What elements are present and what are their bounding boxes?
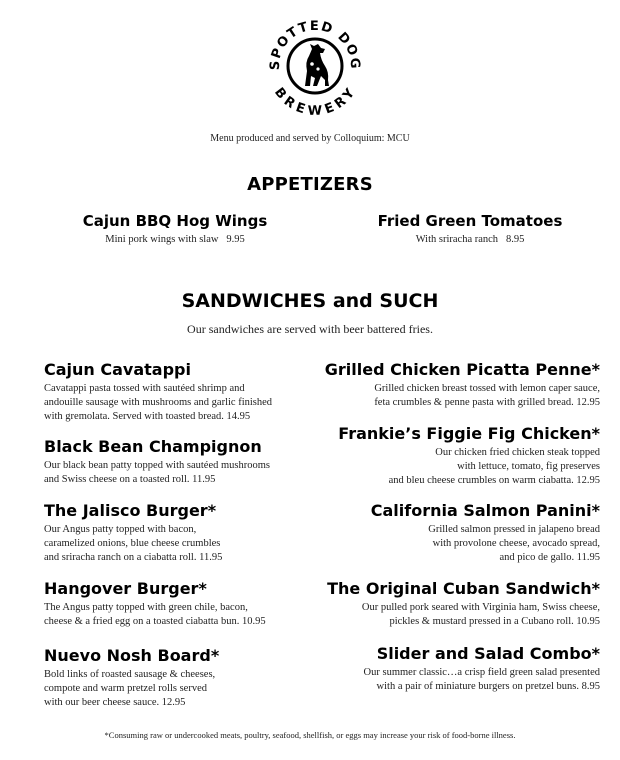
appetizer-price: 8.95 [505, 234, 525, 245]
sandwiches-intro: Our sandwiches are served with beer battered fries. [187, 322, 433, 336]
menu-item-right [371, 501, 600, 565]
desc-line: Our Angus patty topped with bacon, [44, 524, 197, 535]
menu-item-left [44, 579, 266, 629]
desc-line: and bleu cheese crumbles on warm ciabatta. 12.95 [388, 475, 600, 486]
menu-item-desc [44, 601, 266, 629]
appetizer-name: Fried Green Tomatoes [377, 212, 563, 230]
appetizer-price: 9.95 [226, 234, 245, 245]
menu-item-desc [44, 382, 272, 424]
desc-line: Grilled salmon pressed in jalapeno bread [428, 524, 600, 535]
desc-line: with gremolata. Served with toasted bread. 14.95 [44, 411, 251, 422]
appetizer-desc-text: Mini pork wings with slaw [105, 234, 219, 245]
menu-item-desc [44, 523, 222, 565]
desc-line: pickles & mustard pressed in a Cubano roll. 10.95 [389, 616, 600, 627]
menu-item-name: California Salmon Panini* [370, 501, 600, 520]
menu-item-name: The Original Cuban Sandwich* [327, 579, 600, 598]
appetizer-desc-text: With sriracha ranch [415, 234, 499, 245]
desc-line: Our chicken fried chicken steak topped [435, 447, 600, 458]
desc-line: The Angus patty topped with green chile, bacon, [44, 602, 248, 613]
menu-item-name: Slider and Salad Combo* [376, 644, 600, 663]
appetizer-item [345, 212, 595, 245]
desc-line: with provolone cheese, avocado spread, [432, 538, 600, 549]
menu-item-name: Grilled Chicken Picatta Penne* [324, 360, 600, 379]
menu-item-right [325, 360, 600, 410]
appetizers-heading: APPETIZERS [247, 174, 373, 195]
menu-item-name: The Jalisco Burger* [44, 501, 217, 520]
sandwiches-heading: SANDWICHES and SUCH [181, 290, 439, 312]
menu-item-right [327, 579, 600, 629]
menu-item-left [44, 501, 222, 565]
appetizer-name: Cajun BBQ Hog Wings [82, 212, 268, 230]
menu-item-left [44, 360, 272, 424]
logo-text-bottom: BREWERY [271, 85, 359, 116]
desc-line: and pico de gallo. 11.95 [499, 552, 600, 563]
desc-line: Cavatappi pasta tossed with sautéed shrimp and [44, 383, 245, 394]
desc-line: caramelized onions, blue cheese crumbles [44, 538, 221, 549]
menu-item-name: Hangover Burger* [44, 579, 207, 598]
desc-line: andouille sausage with mushrooms and garlic finished [44, 397, 273, 408]
menu-item-desc [44, 668, 219, 710]
appetizer-item [50, 212, 300, 245]
menu-item-desc [44, 459, 270, 487]
menu-item-name: Cajun Cavatappi [44, 360, 191, 379]
desc-line: with our beer cheese sauce. 12.95 [44, 697, 186, 708]
desc-line: with a pair of miniature burgers on pretzel buns. 8.95 [376, 681, 600, 692]
menu-item-desc [338, 446, 600, 488]
food-safety-footnote: *Consuming raw or undercooked meats, poultry, seafood, shellfish, or eggs may increase your risk of food-borne illness. [104, 730, 516, 740]
brewery-logo [265, 16, 365, 116]
desc-line: Grilled chicken breast tossed with lemon caper sauce, [374, 383, 600, 394]
menu-item-right [364, 644, 600, 694]
logo-text-top: SPOTTED DOG [267, 18, 363, 71]
menu-item-left [44, 646, 219, 710]
menu-item-desc [325, 382, 600, 410]
desc-line: and Swiss cheese on a toasted roll. 11.95 [44, 474, 216, 485]
menu-item-name: Black Bean Champignon [44, 437, 262, 456]
desc-line: compote and warm pretzel rolls served [44, 683, 207, 694]
menu-item-desc [371, 523, 600, 565]
produced-by-text: Menu produced and served by Colloquium: MCU [210, 133, 410, 144]
menu-item-desc [327, 601, 600, 629]
appetizer-desc [345, 234, 595, 245]
appetizer-desc [50, 234, 300, 245]
desc-line: Bold links of roasted sausage & cheeses, [44, 669, 216, 680]
desc-line: Our summer classic…a crisp field green salad presented [363, 667, 600, 678]
desc-line: feta crumbles & penne pasta with grilled bread. 12.95 [374, 397, 600, 408]
menu-item-left [44, 437, 270, 487]
menu-item-name: Frankie’s Figgie Fig Chicken* [338, 424, 600, 443]
desc-line: with lettuce, tomato, fig preserves [457, 461, 600, 472]
desc-line: Our pulled pork seared with Virginia ham, Swiss cheese, [361, 602, 600, 613]
menu-item-name: Nuevo Nosh Board* [44, 646, 220, 665]
desc-line: Our black bean patty topped with sautéed mushrooms [44, 460, 270, 471]
desc-line: cheese & a fried egg on a toasted ciabatta bun. 10.95 [44, 616, 266, 627]
desc-line: and sriracha ranch on a ciabatta roll. 11.95 [44, 552, 223, 563]
svg-text:BREWERY [271, 85, 359, 116]
dog-logo-icon [265, 16, 365, 116]
menu-item-desc [364, 666, 600, 694]
menu-item-right [338, 424, 600, 488]
